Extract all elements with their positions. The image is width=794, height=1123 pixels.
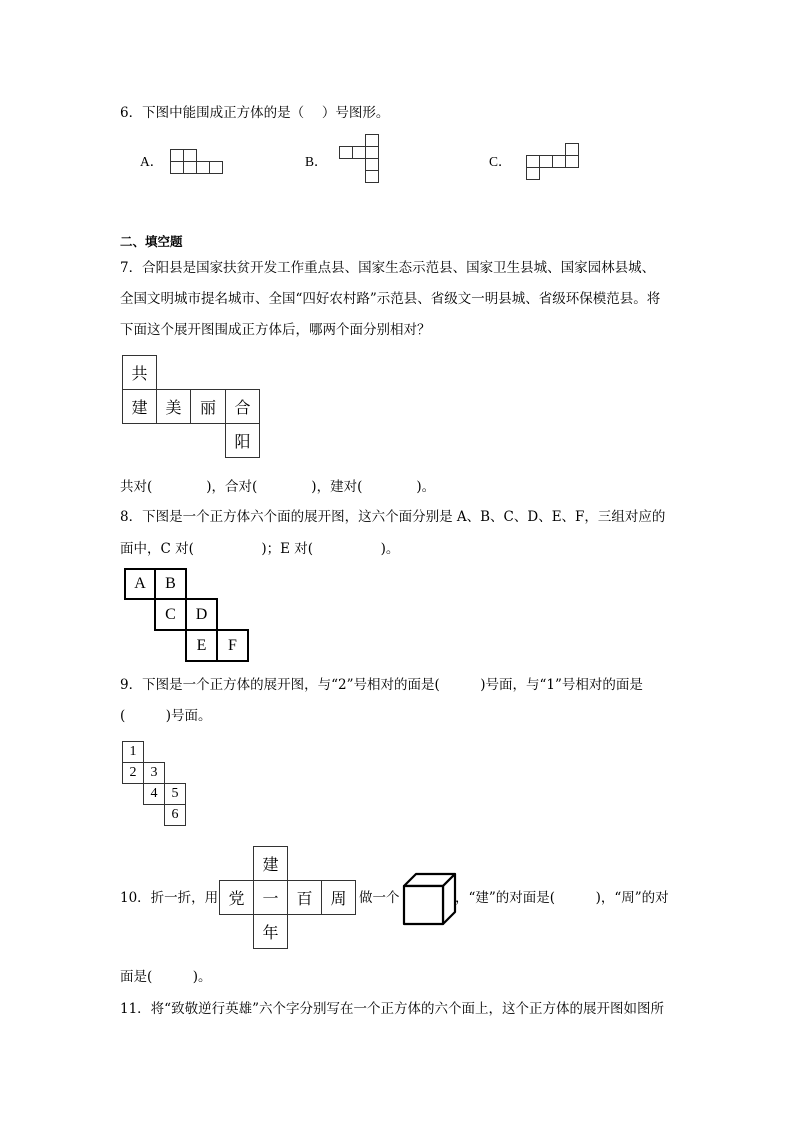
net-face: 一 (253, 880, 288, 915)
q7-line-2: 全国文明城市提名城市、全国“四好农村路”示范县、省级文一明县城、省级环保模范县。将 (120, 291, 661, 307)
net-square (552, 155, 566, 168)
q6-option-c-label: C． (489, 154, 512, 169)
section-heading: 二、填空题 (120, 234, 183, 249)
net-face: 建 (253, 846, 288, 881)
net-face: 党 (219, 880, 254, 915)
q6-option-b-label: B． (305, 154, 328, 169)
net-face: 建 (122, 389, 157, 424)
net-face: B (154, 568, 187, 600)
net-face: A (124, 568, 156, 600)
net-square (526, 167, 540, 180)
net-face: 2 (122, 762, 144, 784)
net-square (209, 161, 223, 174)
q7-line-3: 下面这个展开图围成正方体后，哪两个面分别相对？ (120, 322, 431, 338)
net-square (183, 161, 197, 174)
q10-suffix: ，“建”的对面是( )，“周”的对 (455, 890, 669, 906)
net-face: D (185, 598, 218, 631)
net-face: 合 (225, 389, 260, 424)
net-square (539, 155, 553, 168)
q9-line-2: ( )号面。 (120, 708, 212, 724)
net-square (170, 161, 184, 174)
q7-line-1: 7．合阳县是国家扶贫开发工作重点县、国家生态示范县、国家卫生县城、国家园林县城、 (120, 260, 656, 276)
net-square (565, 155, 579, 168)
net-face: 阳 (225, 423, 260, 458)
q8-line-2: 面中，C 对( )；E 对( )。 (120, 541, 400, 557)
net-face: 5 (164, 783, 186, 805)
net-face: 3 (143, 762, 165, 784)
q6-option-a-label: A． (140, 154, 164, 169)
net-square (365, 170, 379, 183)
net-square (339, 146, 353, 159)
q6-text: 6．下图中能围成正方体的是（ ）号图形。 (120, 105, 390, 121)
net-face: 周 (321, 880, 356, 915)
net-face: 年 (253, 914, 288, 949)
q10-line-2: 面是( )。 (120, 969, 212, 985)
q10-middle: 做一个 (359, 890, 400, 906)
q10-prefix: 10．折一折，用 (120, 890, 219, 906)
q8-line-1: 8．下图是一个正方体六个面的展开图，这六个面分别是 A、B、C、D、E、F，三组对应的 (120, 509, 666, 525)
q9-line-1: 9．下图是一个正方体的展开图，与“2”号相对的面是( )号面，与“1”号相对的面是 (120, 677, 643, 693)
net-face: 丽 (190, 389, 226, 424)
q11-line-1: 11．将“致敬逆行英雄”六个字分别写在一个正方体的六个面上，这个正方体的展开图如图所 (120, 1001, 664, 1017)
net-square (196, 161, 210, 174)
net-face: 6 (164, 804, 186, 826)
net-face: 共 (122, 355, 157, 390)
cube-icon (402, 872, 458, 926)
net-face: 美 (156, 389, 191, 424)
q7-answer-line: 共对( )，合对( )，建对( )。 (120, 479, 436, 495)
net-face: F (216, 629, 249, 662)
net-face: 1 (122, 741, 144, 763)
net-face: 百 (287, 880, 322, 915)
net-face: C (154, 598, 187, 631)
net-square (352, 146, 366, 159)
net-face: 4 (143, 783, 165, 805)
net-face: E (185, 629, 218, 662)
